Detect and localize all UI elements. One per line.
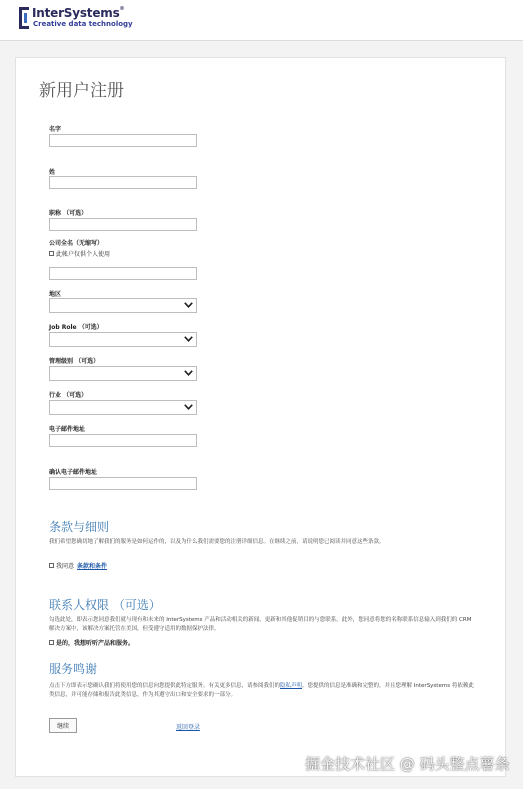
- contact-consent-row: [49, 638, 134, 647]
- email-confirm-label: 确认电子邮件地址: [49, 469, 98, 476]
- continue-button[interactable]: 继续: [49, 718, 77, 733]
- brand-name[interactable]: InterSystems®: [32, 6, 125, 20]
- management-level-label: 管理级别 （可选）: [49, 358, 100, 365]
- company-input[interactable]: [49, 267, 197, 280]
- acknowledgement-heading: 服务鸣谢: [49, 662, 98, 676]
- terms-agree-checkbox[interactable]: [49, 563, 54, 568]
- chevron-down-icon: [184, 302, 193, 308]
- terms-link[interactable]: 条款和条件: [77, 563, 108, 570]
- personal-use-row: [49, 249, 110, 258]
- chevron-down-icon: [184, 404, 193, 410]
- email-label: 电子邮件地址: [49, 426, 86, 433]
- last-name-input[interactable]: [49, 176, 197, 189]
- acknowledgement-text-part: 。您提供的信息是准确和完整的，并且您理解 InterSystems 将依赖此类信息，并可能存储和报告此类信息，作为其遵守出口和安全要求的一部分。: [49, 683, 474, 698]
- terms-agree-label: 我同意: [56, 563, 75, 570]
- company-label: 公司全名（无缩写）: [49, 240, 104, 247]
- job-title-label: 职称 （可选）: [49, 210, 88, 217]
- first-name-label: 名字: [49, 126, 62, 133]
- contact-permission-text: 勾选此处，即表示您同意我们就与现有和未来的 InterSystems 产品和活动相关的新闻、更新和其他促销目的与您联系。此外，您同意将您的名称联系信息输入到我们的 CRM 解决方案中，该解决方案托管在美国，但受遵守适用的数据保护法律。: [49, 617, 472, 632]
- job-title-input[interactable]: [49, 218, 197, 231]
- terms-agree-row: [49, 561, 107, 570]
- page-title: 新用户注册: [39, 81, 124, 101]
- first-name-input[interactable]: [49, 134, 197, 147]
- contact-consent-label: 是的，我想听听产品和服务。: [56, 640, 135, 647]
- industry-select[interactable]: [49, 400, 197, 415]
- chevron-down-icon: [184, 370, 193, 376]
- region-select[interactable]: [49, 298, 197, 313]
- job-role-select[interactable]: [49, 332, 197, 347]
- job-role-label: Job Role （可选）: [49, 324, 103, 331]
- region-label: 地区: [49, 291, 62, 298]
- industry-label: 行业 （可选）: [49, 392, 88, 399]
- personal-use-checkbox[interactable]: [49, 251, 54, 256]
- acknowledgement-text-part: 点击下方即表示您确认我们将使用您的信息向您提供此特定服务。有关更多信息，请参阅我们的: [49, 683, 281, 689]
- return-login-link[interactable]: 返回登录: [176, 724, 201, 731]
- management-level-select[interactable]: [49, 366, 197, 381]
- last-name-label: 姓: [49, 169, 56, 176]
- intersystems-logo-icon[interactable]: [19, 7, 29, 29]
- acknowledgement-text: [49, 682, 477, 700]
- contact-permission-heading: 联系人权限 （可选）: [49, 598, 161, 612]
- email-input[interactable]: [49, 434, 197, 447]
- personal-use-label: 此帐户仅供个人使用: [56, 251, 111, 258]
- registration-card: [15, 57, 506, 777]
- chevron-down-icon: [184, 336, 193, 342]
- brand-tagline: Creative data technology: [33, 20, 133, 28]
- watermark: 掘金技术社区 @ 码头整点薯条: [305, 755, 510, 773]
- contact-consent-checkbox[interactable]: [49, 640, 54, 645]
- terms-text: 我们希望您确切地了解我们的服务是如何运作的，以及为什么我们需要您的注册详细信息。在继续之前，请说明您已阅读并同意这些条款。: [49, 539, 385, 545]
- privacy-statement-link[interactable]: 隐私声明: [280, 683, 303, 689]
- terms-heading: 条款与细则: [49, 520, 110, 534]
- site-header: [0, 0, 523, 41]
- email-confirm-input[interactable]: [49, 477, 197, 490]
